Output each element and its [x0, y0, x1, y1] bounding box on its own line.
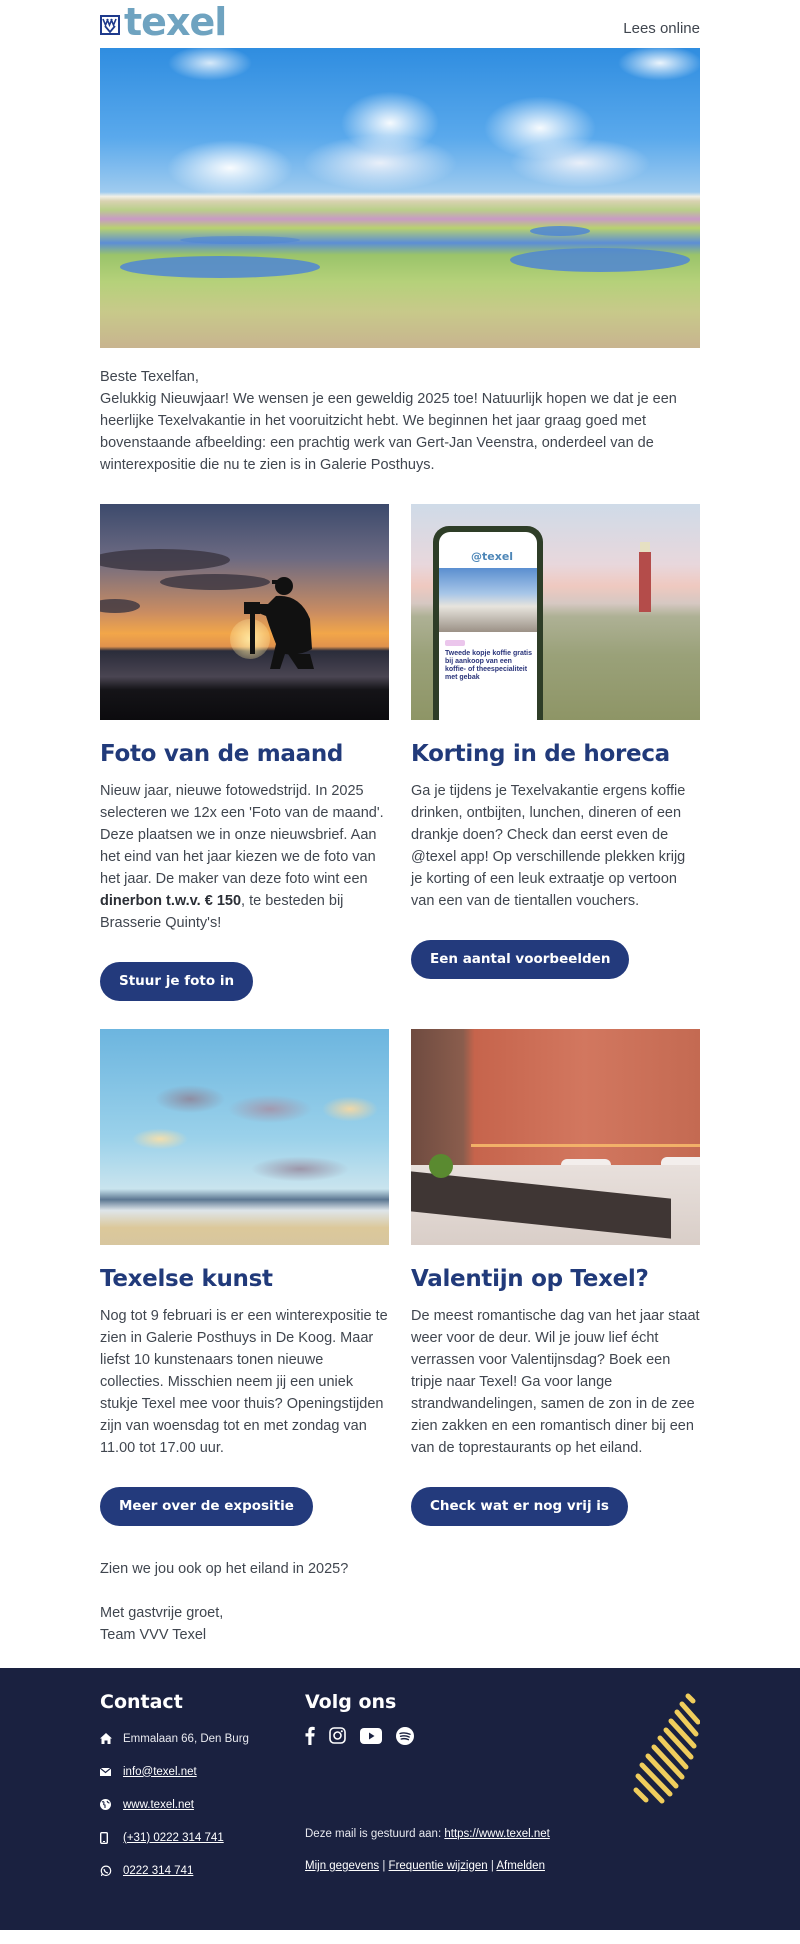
card-texelse-kunst [100, 1029, 389, 1526]
intro-body: Gelukkig Nieuwjaar! We wensen je een geweldig 2025 toe! Natuurlijk hopen we dat je een heerlijke Texelvakantie in het vooruitzicht hebt. We beginnen het jaar graag goed met bovenstaande afbeelding: een prachtig werk van Gert-Jan Veenstra, onderdeel van de winterexpositie die nu te zien is in Galerie Posthuys. [100, 391, 677, 473]
exhibition-button[interactable]: Meer over de expositie [100, 1487, 313, 1526]
contact-address: Emmalaan 66, Den Burg [100, 1722, 249, 1755]
card-text: Nieuw jaar, nieuwe fotowedstrijd. In 2025 selecteren we 12x een 'Foto van de maand'. Deze plaatsen we in onze nieuwsbrief. Aan het eind van het jaar kiezen we de foto van het jaar. De maker van deze foto wint een dinerbon t.w.v. € 150, te besteden bij Brasserie Quinty's! [100, 783, 384, 931]
closing [100, 1558, 700, 1646]
cloud-painting-image [100, 1029, 389, 1245]
contact-section [100, 1690, 249, 1887]
regards: Met gastvrije groet, [100, 1605, 224, 1621]
card-text: Ga je tijdens je Texelvakantie ergens koffie drinken, ontbijten, lunchen, dineren of een drankje doen? Check dan eerst even de @texel app! Op verschillende plekken krijg je korting of een leuk extraatje op vertoon van een van de tientallen vouchers. [411, 783, 686, 909]
intro-text [100, 366, 700, 476]
texel-island-stripes-icon [630, 1690, 700, 1815]
my-details-link[interactable]: Mijn gegevens [305, 1860, 380, 1872]
examples-button[interactable]: Een aantal voorbeelden [411, 940, 629, 979]
contact-email [100, 1755, 249, 1788]
submit-photo-button[interactable]: Stuur je foto in [100, 962, 253, 1001]
whatsapp-icon [100, 1865, 123, 1877]
card-korting-horeca [411, 504, 700, 1001]
signature: Team VVV Texel [100, 1627, 207, 1643]
email-link[interactable]: info@texel.net [123, 1765, 197, 1778]
card-foto-van-de-maand [100, 504, 389, 1001]
change-frequency-link[interactable]: Frequentie wijzigen [388, 1860, 488, 1872]
mobile-phone-icon [100, 1832, 123, 1844]
texel-logo[interactable] [100, 0, 227, 44]
phone-link[interactable]: (+31) 0222 314 741 [123, 1831, 224, 1844]
home-icon [100, 1733, 123, 1744]
globe-icon [100, 1799, 123, 1810]
contact-phone [100, 1821, 249, 1854]
hotel-bedroom-image [411, 1029, 700, 1245]
card-text: Nog tot 9 februari is er een winterexpositie te zien in Galerie Posthuys in De Koog. Maar liefst 10 kunstenaars tonen nieuwe collecties. Misschien neem jij een uniek stukje Texel mee voor thuis? Openingstijden zijn van woensdag tot en met zondag van 11.00 tot 17.00 uur. [100, 1308, 388, 1456]
youtube-icon[interactable] [360, 1728, 382, 1744]
prize-highlight: dinerbon t.w.v. € 150 [100, 893, 242, 909]
website-link[interactable]: www.texel.net [123, 1798, 194, 1811]
hero-image [100, 48, 700, 348]
cards-row-1 [100, 504, 700, 1001]
texel-app-lighthouse-image [411, 504, 700, 720]
card-title: Foto van de maand [100, 741, 344, 767]
contact-whatsapp [100, 1854, 249, 1887]
follow-title: Volg ons [305, 1691, 397, 1713]
spotify-icon[interactable] [396, 1727, 414, 1745]
sent-to-link[interactable]: https://www.texel.net [444, 1828, 550, 1840]
logo-text: texel [124, 0, 227, 44]
facebook-icon[interactable] [305, 1726, 315, 1745]
card-title: Valentijn op Texel? [411, 1266, 649, 1292]
check-availability-button[interactable]: Check wat er nog vrij is [411, 1487, 628, 1526]
read-online-link[interactable]: Lees online [623, 20, 700, 37]
instagram-icon[interactable] [329, 1727, 346, 1744]
envelope-icon [100, 1768, 123, 1776]
card-title: Korting in de horeca [411, 741, 670, 767]
preference-links: Mijn gegevens | Frequentie wijzigen | Afmelden [305, 1860, 545, 1872]
photographer-sunset-image [100, 504, 389, 720]
phone-mockup: @texel Tweede kopje koffie gratis bij aankoop van een koffie- of theespecialiteit met gebak [433, 526, 543, 720]
card-title: Texelse kunst [100, 1266, 273, 1292]
header [100, 0, 700, 48]
card-text: De meest romantische dag van het jaar staat weer voor de deur. Wil je jouw lief écht verrassen voor Valentijnsdag? Boek een tripje naar Texel! Ga voor lange strandwandelingen, samen de zon in de zee zien zakken en een romantisch diner bij een van de toprestaurants op het eiland. [411, 1308, 700, 1456]
greeting: Beste Texelfan, [100, 369, 199, 385]
email-container [100, 0, 700, 1646]
cards-row-2 [100, 1029, 700, 1526]
closing-question: Zien we jou ook op het eiland in 2025? [100, 1561, 349, 1577]
follow-section [305, 1690, 414, 1745]
vvv-logo-icon [100, 15, 120, 35]
footer [0, 1668, 800, 1930]
whatsapp-link[interactable]: 0222 314 741 [123, 1864, 194, 1877]
contact-title: Contact [100, 1691, 183, 1713]
card-valentijn [411, 1029, 700, 1526]
unsubscribe-link[interactable]: Afmelden [496, 1860, 545, 1872]
sent-to-notice: Deze mail is gestuurd aan: https://www.texel.net [305, 1828, 550, 1840]
contact-website [100, 1788, 249, 1821]
social-icons [305, 1726, 414, 1745]
